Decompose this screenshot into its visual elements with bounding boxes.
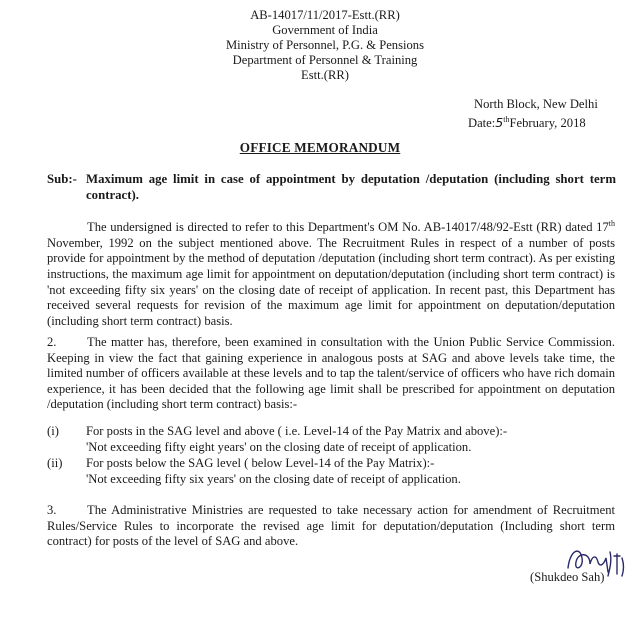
place-line: North Block, New Delhi: [474, 97, 598, 111]
paragraph-2: The matter has, therefore, been examined in consultation with the Union Public Service Commission. Keeping in view the fact that gaining experience in analogous posts at SAG and above levels take time, the limited number of officers available at these levels and to tap the talent/service of officers who have rich domain experience, it has been decided that the following age limit shall be prescribed for appointment on deputation /deputation (including short term contract) basis:-: [47, 335, 615, 412]
date-day-handwritten: 5: [495, 115, 504, 131]
date-label: Date:: [468, 116, 496, 131]
section-name: Estt.(RR): [301, 68, 349, 82]
paragraph-1: [47, 216, 615, 329]
government-name: Government of India: [272, 23, 378, 37]
item-1-line-2: 'Not exceeding fifty eight years' on the closing date of receipt of application.: [86, 440, 472, 454]
department-name: Department of Personnel & Training: [232, 53, 418, 67]
item-2-line-2: 'Not exceeding fifty six years' on the closing date of receipt of application.: [86, 472, 461, 486]
memo-title: OFFICE MEMORANDUM: [239, 140, 401, 155]
paragraph-2-number: 2.: [47, 335, 57, 349]
item-1-number: (i): [47, 424, 59, 438]
signatory-name: (Shukdeo Sah): [530, 570, 605, 584]
subject-label: Sub:-: [47, 172, 77, 186]
paragraph-1-rest: November, 1992 on the subject mentioned above. The Recruitment Rules in respect of a number of posts provide for appointment by the method of deputation /deputation (including short term contract). As per existing instructions, the maximum age limit for appointment on deputation/deputation (including short term contract) is 'not exceeding fifty six years' on the closing date of receipt of application. In recent past, this Department has received several requests for revision of the maximum age limit for appointment on deputation/deputation (including short term contract) basis.: [47, 235, 615, 328]
paragraph-3-number: 3.: [47, 503, 57, 517]
paragraph-3: The Administrative Ministries are requested to take necessary action for amendment of Recruitment Rules/Service Rules to incorporate the revised age limit for deputation/deputation (Including short term contract) for posts of the level of SAG and above.: [47, 503, 615, 549]
item-2-line-1: For posts below the SAG level ( below Level-14 of the Pay Matrix):-: [86, 456, 435, 470]
date-line: [468, 112, 586, 131]
item-2-number: (ii): [47, 456, 63, 470]
reference-number: AB-14017/11/2017-Estt.(RR): [250, 8, 400, 22]
paragraph-1-lead: The undersigned is directed to refer to this Department's OM No. AB-14017/48/92-Estt (RR) dated 17: [87, 220, 609, 235]
paragraph-1-superscript: th: [608, 219, 615, 228]
date-month-year: February, 2018: [509, 116, 586, 131]
item-1-line-1: For posts in the SAG level and above ( i.e. Level-14 of the Pay Matrix and above):-: [86, 424, 508, 438]
ministry-name: Ministry of Personnel, P.G. & Pensions: [225, 38, 424, 52]
date-day-suffix: th: [503, 115, 510, 124]
subject-text: Maximum age limit in case of appointment by deputation /deputation (including short term contract).: [86, 172, 616, 202]
